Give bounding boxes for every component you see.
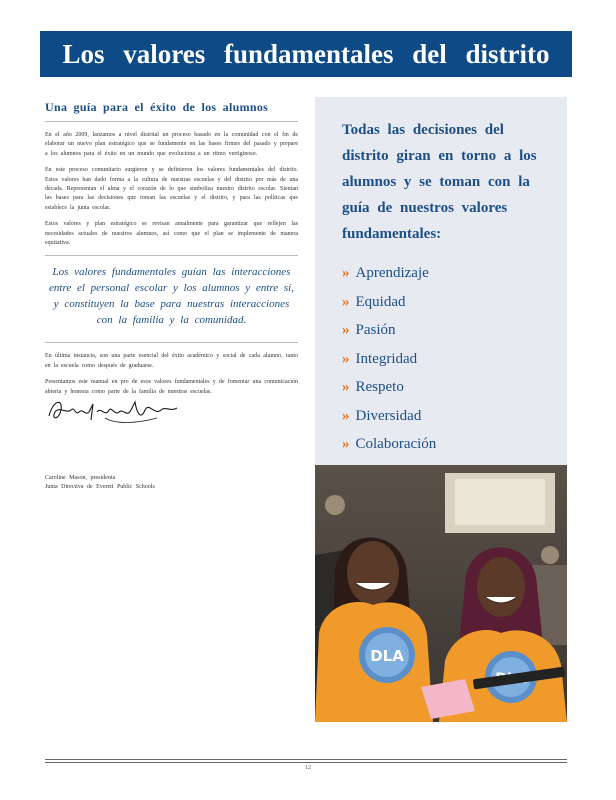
chevron-right-icon: » (342, 407, 350, 424)
chevron-right-icon: » (342, 350, 350, 367)
chevron-right-icon: » (342, 293, 350, 310)
value-item: » Equidad (342, 293, 406, 310)
page-banner (40, 31, 572, 77)
intro-paragraph-3: Estos valores y plan estratégico se revisan anualmente para garantizar que reflejen las necesidades actuales de nuestros alumnos, así como que el plan se implemente de manera equitativa. (45, 221, 298, 247)
signer-name: Caroline Mason, presidenta (45, 475, 116, 482)
value-item: » Respeto (342, 379, 404, 395)
value-item: » Diversidad (342, 407, 422, 424)
shirt-logo-text: DLA (370, 647, 404, 665)
intro-paragraph-1: En el año 2009, lanzamos a nivel distrital un proceso basado en la comunidad con el fin de elaborar un nuevo plan estratégico que se fundamente en las bases firmes del pasado y prepare a los alumnos para el éxito en un mundo que evoluciona a un ritmo vertiginoso. (45, 132, 298, 157)
chevron-right-icon: » (342, 436, 350, 452)
value-item: » Pasión (342, 322, 396, 338)
footer-rule (45, 762, 567, 763)
page-number: 12 (305, 765, 311, 771)
value-item: » Integridad (342, 350, 418, 367)
signer-organization: Junta Directiva de Everett Public Schools (45, 484, 155, 491)
page-title: Los valores fundamentales del distrito (62, 39, 550, 69)
values-heading: Todas las decisiones del distrito giran en torno a los alumnos y se toman con la guía de nuestros valores fundamentales: (342, 122, 537, 242)
chevron-right-icon: » (342, 265, 350, 281)
value-item: » Aprendizaje (342, 265, 429, 281)
section-title: Una guía para el éxito de los alumnos (45, 100, 298, 122)
values-list (342, 259, 436, 459)
intro-paragraph-2: En este proceso comunitario surgieron y se definieron los valores fundamentales del distrito. Estos valores han dado forma a la cultura de nuestras escuelas y del distrito por más de una década. Representan el alma y el corazón de lo que simboliza nuestro distrito escolar. Sientan las bases para las decisiones que toman las escuelas y el distrito, y para las políticas que establece la junta escolar. (45, 167, 298, 211)
value-item: » Colaboración (342, 436, 437, 452)
chevron-right-icon: » (342, 379, 350, 395)
quote-bottom-rule (45, 342, 298, 343)
values-panel (315, 97, 567, 465)
footer-rule (45, 759, 567, 760)
students-photo (315, 465, 567, 722)
pull-quote: Los valores fundamentales guían las interacciones entre el personal escolar y los alumnos y entre sí, y constituyen la base para nuestras interacciones con la familia y la comunidad. (49, 266, 294, 327)
closing-paragraph-2: Presentamos este manual en pro de esos valores fundamentales y de fomentar una comunicación abierta y honesta como parte de la familia de nuestras escuelas. (45, 379, 298, 395)
chevron-right-icon: » (342, 322, 350, 338)
signature (45, 390, 298, 430)
signer-block (45, 474, 298, 492)
closing-paragraph-1: En última instancia, son una parte esencial del éxito académico y social de cada alumno, tanto en la escuela como después de graduarse. (45, 353, 298, 369)
intro-column (45, 100, 298, 492)
